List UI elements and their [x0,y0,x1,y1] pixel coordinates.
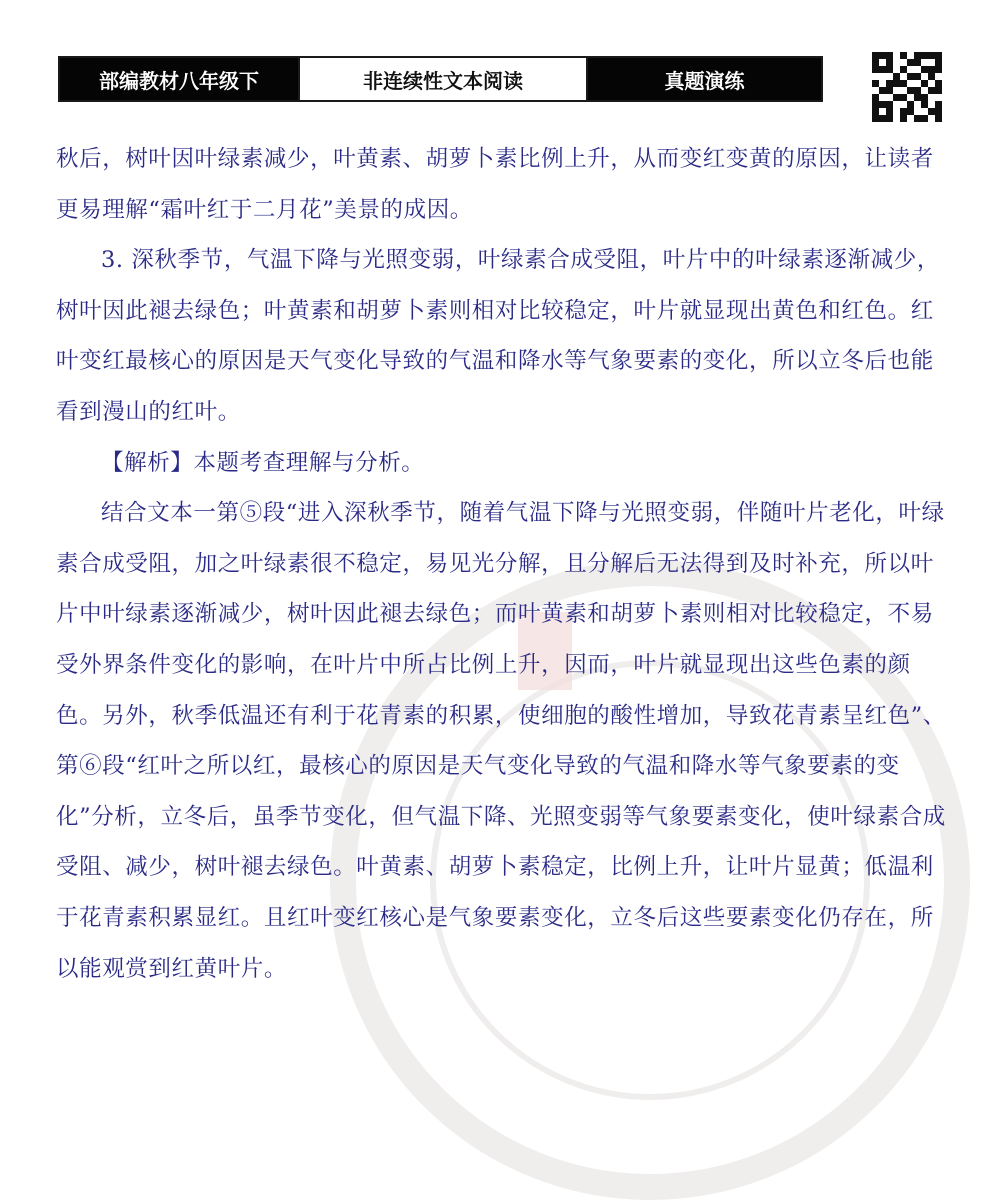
paragraph-analysis: 结合文本一第⑤段“进入深秋季节，随着气温下降与光照变弱，伴随叶片老化，叶绿素合成受阻，加之叶绿素很不稳定，易见光分解，且分解后无法得到及时补充，所以叶片中叶绿素逐渐减少，树叶因此褪去绿色；而叶黄素和胡萝卜素则相对比较稳定，不易受外界条件变化的影响，在叶片中所占比例上升，因而，叶片就显现出这些色素的颜色。另外，秋季低温还有利于花青素的积累，使细胞的酸性增加，导致花青素呈红色”、第⑥段“红叶之所以红，最核心的原因是天气变化导致的气温和降水等气象要素的变化”分析，立冬后，虽季节变化，但气温下降、光照变弱等气象要素变化，使叶绿素合成受阻、减少，树叶褪去绿色。叶黄素、胡萝卜素稳定，比例上升，让叶片显黄；低温利于花青素积累显红。且红叶变红核心是气象要素变化，立冬后这些要素变化仍存在，所以能观赏到红黄叶片。 [56,500,946,982]
header-tab-textbook: 部编教材八年级下 [60,58,298,100]
paragraph-1: 秋后，树叶因叶绿素减少，叶黄素、胡萝卜素比例上升，从而变红变黄的原因，让读者更易理解“霜叶红于二月花”美景的成因。 [56,146,934,223]
paragraph-analysis-heading: 【解析】本题考查理解与分析。 [101,449,425,476]
header-bar [58,56,823,102]
article-body [56,134,948,994]
header-tab-practice: 真题演练 [588,58,821,100]
qr-code-icon [872,52,942,122]
paragraph-2: 3. 深秋季节，气温下降与光照变弱，叶绿素合成受阻，叶片中的叶绿素逐渐减少，树叶因此褪去绿色；叶黄素和胡萝卜素则相对比较稳定，叶片就显现出黄色和红色。红叶变红最核心的原因是天气变化导致的气温和降水等气象要素的变化，所以立冬后也能看到漫山的红叶。 [56,247,940,425]
header-tab-topic: 非连续性文本阅读 [298,58,588,100]
